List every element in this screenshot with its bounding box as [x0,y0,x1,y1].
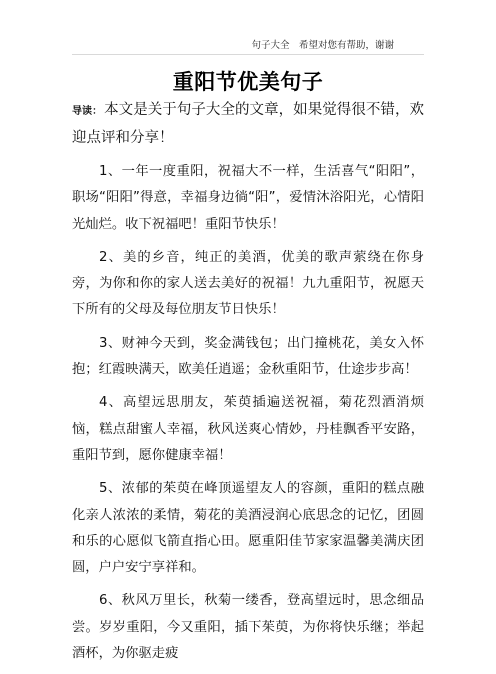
paragraph-4: 4、高望远思朋友，茱萸插遍送祝福，菊花烈酒消烦恼，糕点甜蜜人幸福，秋风送爽心情妙，丹桂飘香平安路，重阳节到，愿你健康幸福！ [72,395,424,463]
lead-text: 本文是关于句子大全的文章，如果觉得很不错，欢迎点评和分享！ [72,102,424,146]
lead-label: 导读： [72,106,103,117]
header-note: 句子大全 希望对您有帮助，谢谢 [251,40,394,51]
paragraph-1: 1、一年一度重阳，祝福大不一样，生活喜气“阳阳”，职场“阳阳”得意，幸福身边徜“阳”，爱情沐浴阳光，心情阳光灿烂。收下祝福吧！重阳节快乐！ [72,164,424,232]
document-body [72,97,424,674]
paragraph-5: 5、浓郁的茱萸在峰顶遥望友人的容颜，重阳的糕点融化亲人浓浓的柔情，菊花的美酒浸润心底思念的记忆，团圆和乐的心愿似飞箭直指心田。愿重阳佳节家家温馨美满庆团圆，户户安宁享祥和。 [72,481,424,576]
paragraph-6: 6、秋风万里长，秋菊一缕香，登高望远时，思念细品尝。岁岁重阳，今又重阳，插下茱萸，为你将快乐继；举起酒杯，为你驱走疲 [72,593,424,662]
header-divider [72,54,424,55]
paragraph-2: 2、美的乡音，纯正的美酒，优美的歌声萦绕在你身旁，为你和你的家人送去美好的祝福！九九重阳节，祝愿天下所有的父母及每位朋友节日快乐！ [72,249,424,318]
paragraph-3: 3、财神今天到，奖金满钱包；出门撞桃花，美女入怀抱；红霞映满天，欧美任逍遥；金秋重阳节，仕途步步高！ [72,335,424,378]
document-title: 重阳节优美句子 [172,70,324,94]
lead-paragraph [72,97,424,151]
